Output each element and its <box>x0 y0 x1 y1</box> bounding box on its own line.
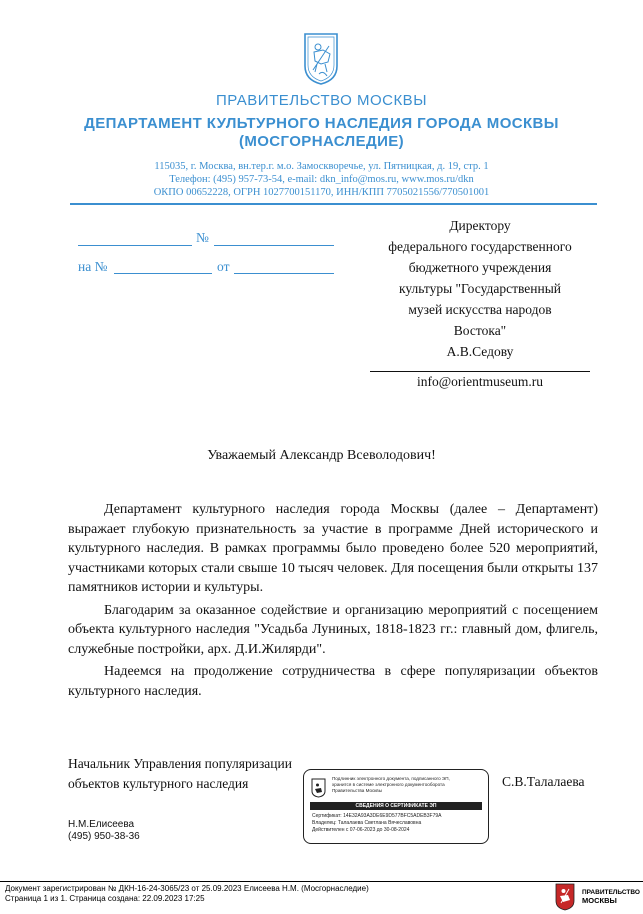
stamp-certificate-details <box>312 813 482 834</box>
header-divider <box>70 203 597 205</box>
department-short-name: (МОСГОРНАСЛЕДИЕ) <box>238 133 405 150</box>
reg-number-line <box>214 245 334 246</box>
department-name: ДЕПАРТАМЕНТ КУЛЬТУРНОГО НАСЛЕДИЯ ГОРОДА МОСКВЫ <box>84 115 559 132</box>
reply-date-line <box>234 273 334 274</box>
electronic-signature-stamp <box>303 769 489 844</box>
reg-date-line <box>78 245 192 246</box>
government-title: ПРАВИТЕЛЬСТВО МОСКВЫ <box>216 92 427 109</box>
footer-logo-line: МОСКВЫ <box>582 896 617 905</box>
department-address: 115035, г. Москва, вн.тер.г. м.о. Замоскворечье, ул. Пятницкая, д. 19, стр. 1 <box>154 161 489 172</box>
stamp-notice-line: хранится в системе электронного документооборота <box>332 782 445 787</box>
stamp-certificate-validity: Действителен с 07-06-2023 до 30-08-2024 <box>312 827 410 833</box>
executor-name: Н.М.Елисеева <box>68 819 135 830</box>
department-contacts <box>0 160 643 199</box>
addressee-line: федерального государственного <box>388 239 572 254</box>
addressee-line: музей искусства народов <box>408 302 552 317</box>
addressee-line: бюджетного учреждения <box>408 260 552 275</box>
stamp-certificate-header: СВЕДЕНИЯ О СЕРТИФИКАТЕ ЭП <box>310 802 482 810</box>
registration-footer <box>5 884 369 904</box>
department-title <box>0 115 643 151</box>
signatory-name: С.В.Талалаева <box>502 774 585 789</box>
department-phone-email: Телефон: (495) 957-73-54, e-mail: dkn_info@mos.ru, www.mos.ru/dkn <box>169 174 474 185</box>
reply-from-label: от <box>217 259 230 274</box>
footer-divider <box>0 881 643 882</box>
executor-info <box>68 819 140 843</box>
reg-number-sign: № <box>196 230 209 245</box>
addressee-name: А.В.Седову <box>446 344 514 359</box>
reply-number-line <box>114 273 212 274</box>
footer-logo-line: ПРАВИТЕЛЬСТВО <box>582 889 640 896</box>
stamp-notice <box>332 776 484 794</box>
stamp-certificate-id: Сертификат: 14E32A93A3DE6E9D577BFC5ADEB3F79A <box>312 813 442 819</box>
signatory-title <box>68 754 292 794</box>
reply-prefix-label: на № <box>78 259 108 274</box>
addressee-line: Востока" <box>453 323 507 338</box>
letter-paragraph: Департамент культурного наследия города Москвы (далее – Департамент) выражает глубокую признательность за участие в программе Дней исторического и культурного наследия. В рамках программы было проведено более 520 мероприятий, участниками которых стали свыше 10 тысяч человек. Для посещения были открыты 137 памятников истории и культуры. <box>68 502 598 595</box>
signatory-title-line: объектов культурного наследия <box>68 776 249 791</box>
footer-logo-text <box>582 889 640 905</box>
addressee-line: культуры "Государственный <box>398 281 562 296</box>
letter-body <box>68 500 598 704</box>
moscow-government-logo-icon <box>555 883 575 911</box>
addressee <box>370 215 590 362</box>
executor-phone: (495) 950-38-36 <box>68 831 140 842</box>
stamp-notice-line: Правительства Москвы <box>332 788 383 793</box>
moscow-coat-of-arms-icon <box>303 32 339 86</box>
salutation: Уважаемый Александр Всеволодович! <box>207 448 436 463</box>
registration-record: Документ зарегистрирован № ДКН-16-24-3065/23 от 25.09.2023 Елисеева Н.М. (Мосгорнаследие) <box>5 884 369 893</box>
coat-of-arms-icon <box>311 778 326 798</box>
addressee-email: info@orientmuseum.ru <box>416 374 544 389</box>
stamp-certificate-owner: Владелец: Талалаева Светлана Вячеславовна <box>312 820 422 826</box>
addressee-divider <box>370 371 590 372</box>
signatory-title-line: Начальник Управления популяризации <box>68 756 292 771</box>
addressee-line: Директору <box>449 218 511 233</box>
page-info: Страница 1 из 1. Страница создана: 22.09.2023 17:25 <box>5 894 205 903</box>
department-requisites: ОКПО 00652228, ОГРН 1027700151170, ИНН/КПП 7705021556/770501001 <box>153 187 490 198</box>
letter-paragraph: Надеемся на продолжение сотрудничества в сфере популяризации объектов культурного наследия. <box>68 664 598 699</box>
stamp-notice-line: Подлинник электронного документа, подписанного ЭП, <box>332 776 450 781</box>
letter-paragraph: Благодарим за оказанное содействие и организацию мероприятий с посещением объекта культурного наследия "Усадьба Луниных, 1818-1823 гг.: главный дом, флигель, служебные постройки, арх. Д.И.Жилярди". <box>68 602 598 657</box>
